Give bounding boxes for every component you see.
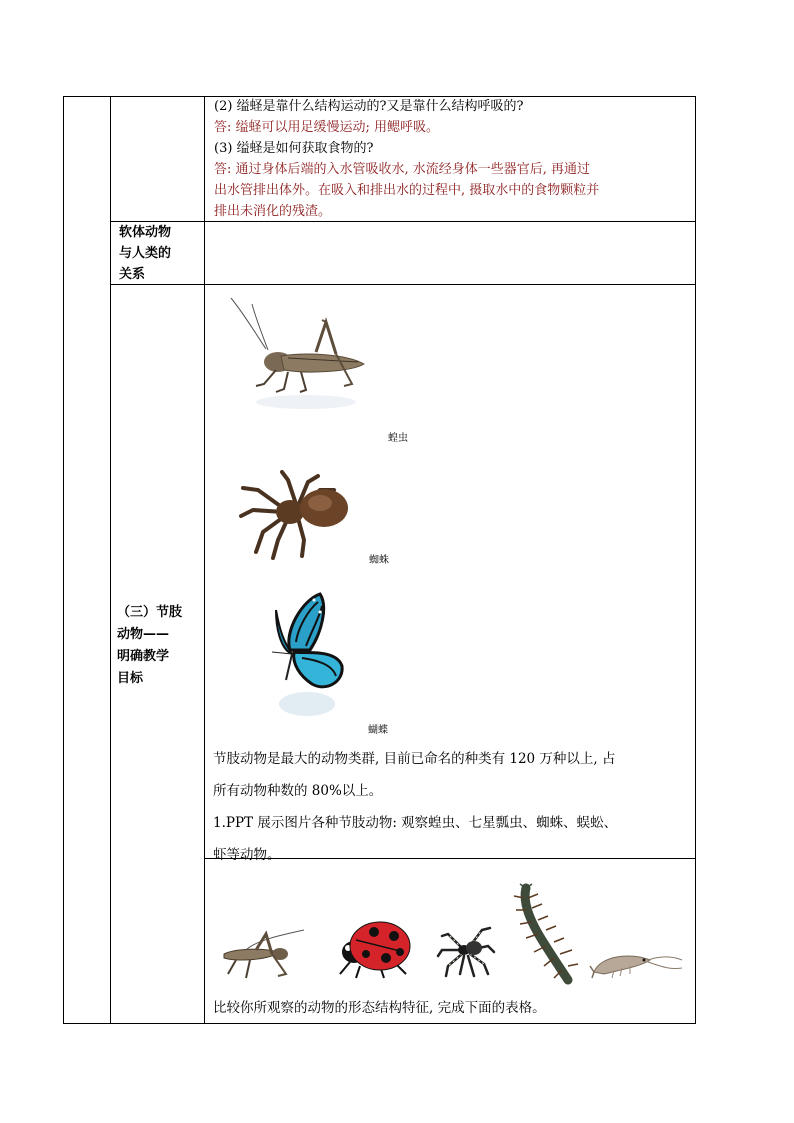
ladybug-image [336,918,414,980]
centipede-image [512,884,580,984]
answer-3-line3: 排出未消化的残渣。 [214,204,332,219]
paragraph-ppt-line1: 1.PPT 展示图片各种节肢动物: 观察蝗虫、七星瓢虫、蜘蛛、蜈蚣、 [213,815,618,831]
table-right-border [695,96,696,1024]
grasshopper-image [216,928,308,982]
label-line: 与人类的 [119,246,172,261]
table-col-divider-1 [110,96,111,1024]
question-2: (2) 缢蛏是靠什么结构运动的?又是靠什么结构呼吸的? [214,99,524,114]
label-line: 明确教学 [117,649,170,664]
section-label-arthropods [117,602,182,690]
label-line: 软体动物 [119,225,172,240]
row-divider-2 [110,284,696,285]
butterfly-image [262,592,352,722]
spider-image [238,470,354,560]
paragraph-arthropod-intro-line2: 所有动物种数的 80%以上。 [213,783,383,799]
answer-3-line1: 答: 通过身体后端的入水管吸收水, 水流经身体一些器官后, 再通过 [214,162,591,177]
paragraph-arthropod-intro-line1: 节肢动物是最大的动物类群, 目前已命名的种类有 120 万种以上, 占 [213,751,616,767]
label-line: （三）节肢 [117,605,183,620]
label-line: 动物—— [117,627,170,642]
paragraph-ppt-line2: 虾等动物。 [213,847,281,863]
locust-image [226,294,371,414]
shrimp-image [590,946,684,980]
small-spider-image [436,920,496,980]
answer-3-line2: 出水管排出体外。在吸入和排出水的过程中, 摄取水中的食物颗粒并 [214,183,600,198]
caption-spider: 蜘蛛 [369,555,389,566]
table-left-border [63,96,64,1024]
section-label-mollusk-relation [119,222,171,285]
caption-butterfly: 蝴蝶 [368,725,388,736]
table-col-divider-2 [204,96,205,1024]
label-line: 关系 [119,267,146,282]
question-3: (3) 缢蛏是如何获取食物的? [214,141,374,156]
row-divider-1 [110,221,696,222]
caption-locust: 蝗虫 [388,433,408,444]
answer-2: 答: 缢蛏可以用足缓慢运动; 用鳃呼吸。 [214,120,440,135]
label-line: 目标 [117,671,144,686]
paragraph-compare-instruction: 比较你所观察的动物的形态结构特征, 完成下面的表格。 [213,1000,546,1016]
